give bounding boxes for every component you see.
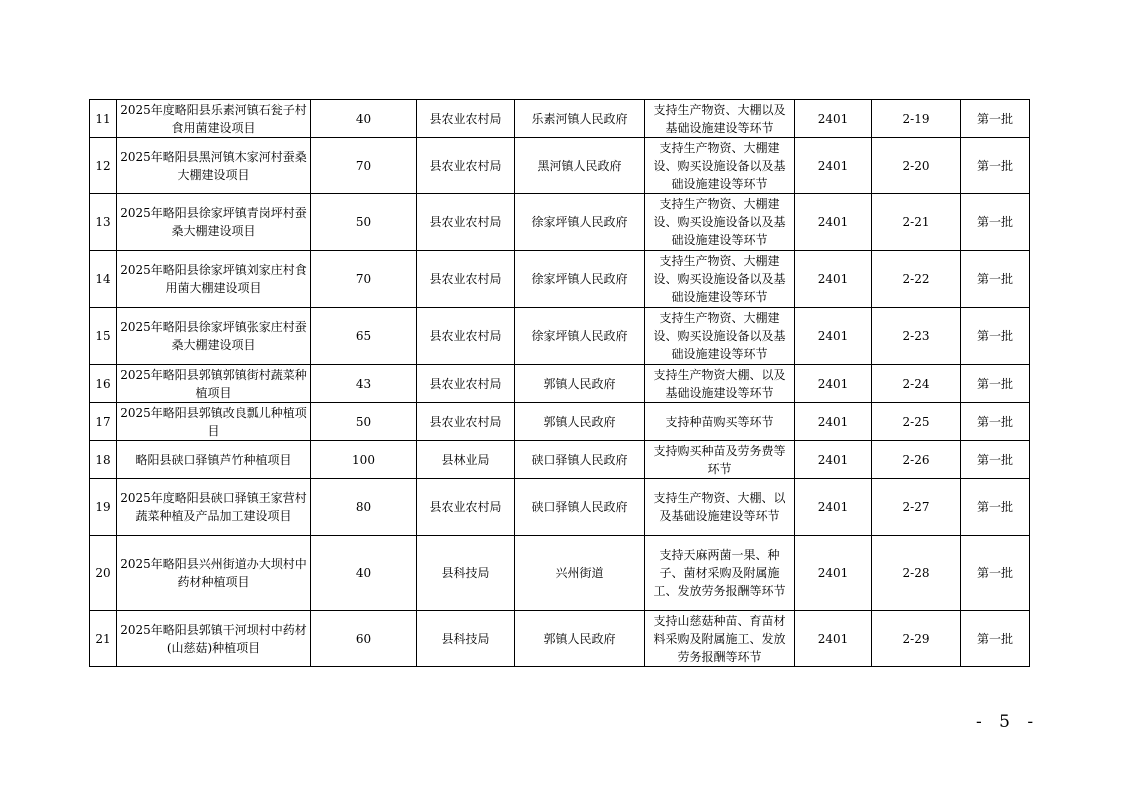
cell-code: 2401: [795, 308, 872, 365]
cell-unit: 郭镇人民政府: [515, 403, 645, 441]
cell-no: 21: [90, 611, 117, 667]
cell-ref: 2-19: [872, 100, 961, 138]
cell-unit: 徐家坪镇人民政府: [515, 308, 645, 365]
cell-batch: 第一批: [961, 365, 1030, 403]
cell-no: 15: [90, 308, 117, 365]
table-row: [90, 536, 1030, 611]
cell-project: 2025年度略阳县硖口驿镇王家营村蔬菜种植及产品加工建设项目: [117, 479, 311, 536]
cell-unit: 郭镇人民政府: [515, 365, 645, 403]
cell-amount: 80: [311, 479, 417, 536]
table-body: [90, 100, 1030, 667]
cell-ref: 2-29: [872, 611, 961, 667]
cell-dept: 县农业农村局: [417, 403, 515, 441]
cell-code: 2401: [795, 536, 872, 611]
cell-amount: 60: [311, 611, 417, 667]
cell-code: 2401: [795, 138, 872, 194]
cell-unit: 黑河镇人民政府: [515, 138, 645, 194]
table-row: [90, 100, 1030, 138]
cell-no: 12: [90, 138, 117, 194]
cell-project: 2025年略阳县郭镇改良瓢儿种植项目: [117, 403, 311, 441]
cell-content: 支持购买种苗及劳务费等环节: [645, 441, 795, 479]
table-row: [90, 308, 1030, 365]
cell-batch: 第一批: [961, 479, 1030, 536]
table-row: [90, 441, 1030, 479]
cell-code: 2401: [795, 441, 872, 479]
cell-amount: 65: [311, 308, 417, 365]
cell-batch: 第一批: [961, 536, 1030, 611]
cell-dept: 县农业农村局: [417, 100, 515, 138]
table-row: [90, 138, 1030, 194]
cell-ref: 2-22: [872, 251, 961, 308]
cell-content: 支持天麻两菌一果、种子、菌材采购及附属施工、发放劳务报酬等环节: [645, 536, 795, 611]
cell-content: 支持生产物资、大棚、以及基础设施建设等环节: [645, 479, 795, 536]
cell-ref: 2-28: [872, 536, 961, 611]
cell-project: 2025年略阳县徐家坪镇刘家庄村食用菌大棚建设项目: [117, 251, 311, 308]
cell-content: 支持生产物资、大棚建设、购买设施设备以及基础设施建设等环节: [645, 138, 795, 194]
cell-batch: 第一批: [961, 611, 1030, 667]
table-row: [90, 365, 1030, 403]
cell-code: 2401: [795, 403, 872, 441]
cell-project: 2025年略阳县徐家坪镇青岗坪村蚕桑大棚建设项目: [117, 194, 311, 251]
cell-amount: 100: [311, 441, 417, 479]
cell-batch: 第一批: [961, 308, 1030, 365]
cell-no: 11: [90, 100, 117, 138]
cell-dept: 县农业农村局: [417, 251, 515, 308]
cell-batch: 第一批: [961, 251, 1030, 308]
cell-unit: 徐家坪镇人民政府: [515, 194, 645, 251]
cell-project: 2025年略阳县郭镇干河坝村中药材(山慈菇)种植项目: [117, 611, 311, 667]
cell-amount: 70: [311, 138, 417, 194]
cell-amount: 40: [311, 536, 417, 611]
cell-content: 支持生产物资、大棚以及基础设施建设等环节: [645, 100, 795, 138]
cell-no: 17: [90, 403, 117, 441]
cell-code: 2401: [795, 365, 872, 403]
cell-batch: 第一批: [961, 403, 1030, 441]
page-number: - 5 -: [976, 712, 1040, 732]
cell-content: 支持生产物资大棚、以及基础设施建设等环节: [645, 365, 795, 403]
cell-project: 2025年略阳县兴州街道办大坝村中药材种植项目: [117, 536, 311, 611]
cell-ref: 2-20: [872, 138, 961, 194]
cell-no: 19: [90, 479, 117, 536]
cell-amount: 50: [311, 194, 417, 251]
cell-ref: 2-25: [872, 403, 961, 441]
cell-project: 2025年略阳县徐家坪镇张家庄村蚕桑大棚建设项目: [117, 308, 311, 365]
cell-batch: 第一批: [961, 138, 1030, 194]
cell-unit: 兴州街道: [515, 536, 645, 611]
table-row: [90, 611, 1030, 667]
cell-project: 2025年略阳县黑河镇木家河村蚕桑大棚建设项目: [117, 138, 311, 194]
table-row: [90, 403, 1030, 441]
cell-ref: 2-27: [872, 479, 961, 536]
table-row: [90, 194, 1030, 251]
cell-dept: 县农业农村局: [417, 308, 515, 365]
cell-code: 2401: [795, 194, 872, 251]
cell-code: 2401: [795, 611, 872, 667]
cell-project: 2025年度略阳县乐素河镇石瓮子村食用菌建设项目: [117, 100, 311, 138]
table-row: [90, 479, 1030, 536]
cell-content: 支持山慈菇种苗、育苗材料采购及附属施工、发放劳务报酬等环节: [645, 611, 795, 667]
cell-dept: 县农业农村局: [417, 365, 515, 403]
cell-batch: 第一批: [961, 194, 1030, 251]
cell-project: 2025年略阳县郭镇郭镇街村蔬菜种植项目: [117, 365, 311, 403]
project-table: [89, 99, 1030, 667]
cell-no: 18: [90, 441, 117, 479]
cell-content: 支持生产物资、大棚建设、购买设施设备以及基础设施建设等环节: [645, 194, 795, 251]
cell-unit: 硖口驿镇人民政府: [515, 441, 645, 479]
cell-amount: 40: [311, 100, 417, 138]
cell-ref: 2-21: [872, 194, 961, 251]
cell-content: 支持生产物资、大棚建设、购买设施设备以及基础设施建设等环节: [645, 251, 795, 308]
table-row: [90, 251, 1030, 308]
cell-amount: 50: [311, 403, 417, 441]
cell-unit: 乐素河镇人民政府: [515, 100, 645, 138]
cell-ref: 2-23: [872, 308, 961, 365]
cell-ref: 2-24: [872, 365, 961, 403]
cell-unit: 郭镇人民政府: [515, 611, 645, 667]
cell-project: 略阳县硖口驿镇芦竹种植项目: [117, 441, 311, 479]
cell-no: 16: [90, 365, 117, 403]
cell-ref: 2-26: [872, 441, 961, 479]
cell-amount: 70: [311, 251, 417, 308]
cell-dept: 县农业农村局: [417, 194, 515, 251]
cell-dept: 县科技局: [417, 611, 515, 667]
cell-batch: 第一批: [961, 441, 1030, 479]
cell-no: 13: [90, 194, 117, 251]
cell-dept: 县林业局: [417, 441, 515, 479]
cell-dept: 县科技局: [417, 536, 515, 611]
cell-unit: 徐家坪镇人民政府: [515, 251, 645, 308]
cell-code: 2401: [795, 251, 872, 308]
cell-content: 支持生产物资、大棚建设、购买设施设备以及基础设施建设等环节: [645, 308, 795, 365]
cell-no: 14: [90, 251, 117, 308]
cell-code: 2401: [795, 100, 872, 138]
cell-batch: 第一批: [961, 100, 1030, 138]
cell-amount: 43: [311, 365, 417, 403]
cell-content: 支持种苗购买等环节: [645, 403, 795, 441]
cell-code: 2401: [795, 479, 872, 536]
cell-unit: 硖口驿镇人民政府: [515, 479, 645, 536]
cell-dept: 县农业农村局: [417, 479, 515, 536]
cell-dept: 县农业农村局: [417, 138, 515, 194]
cell-no: 20: [90, 536, 117, 611]
